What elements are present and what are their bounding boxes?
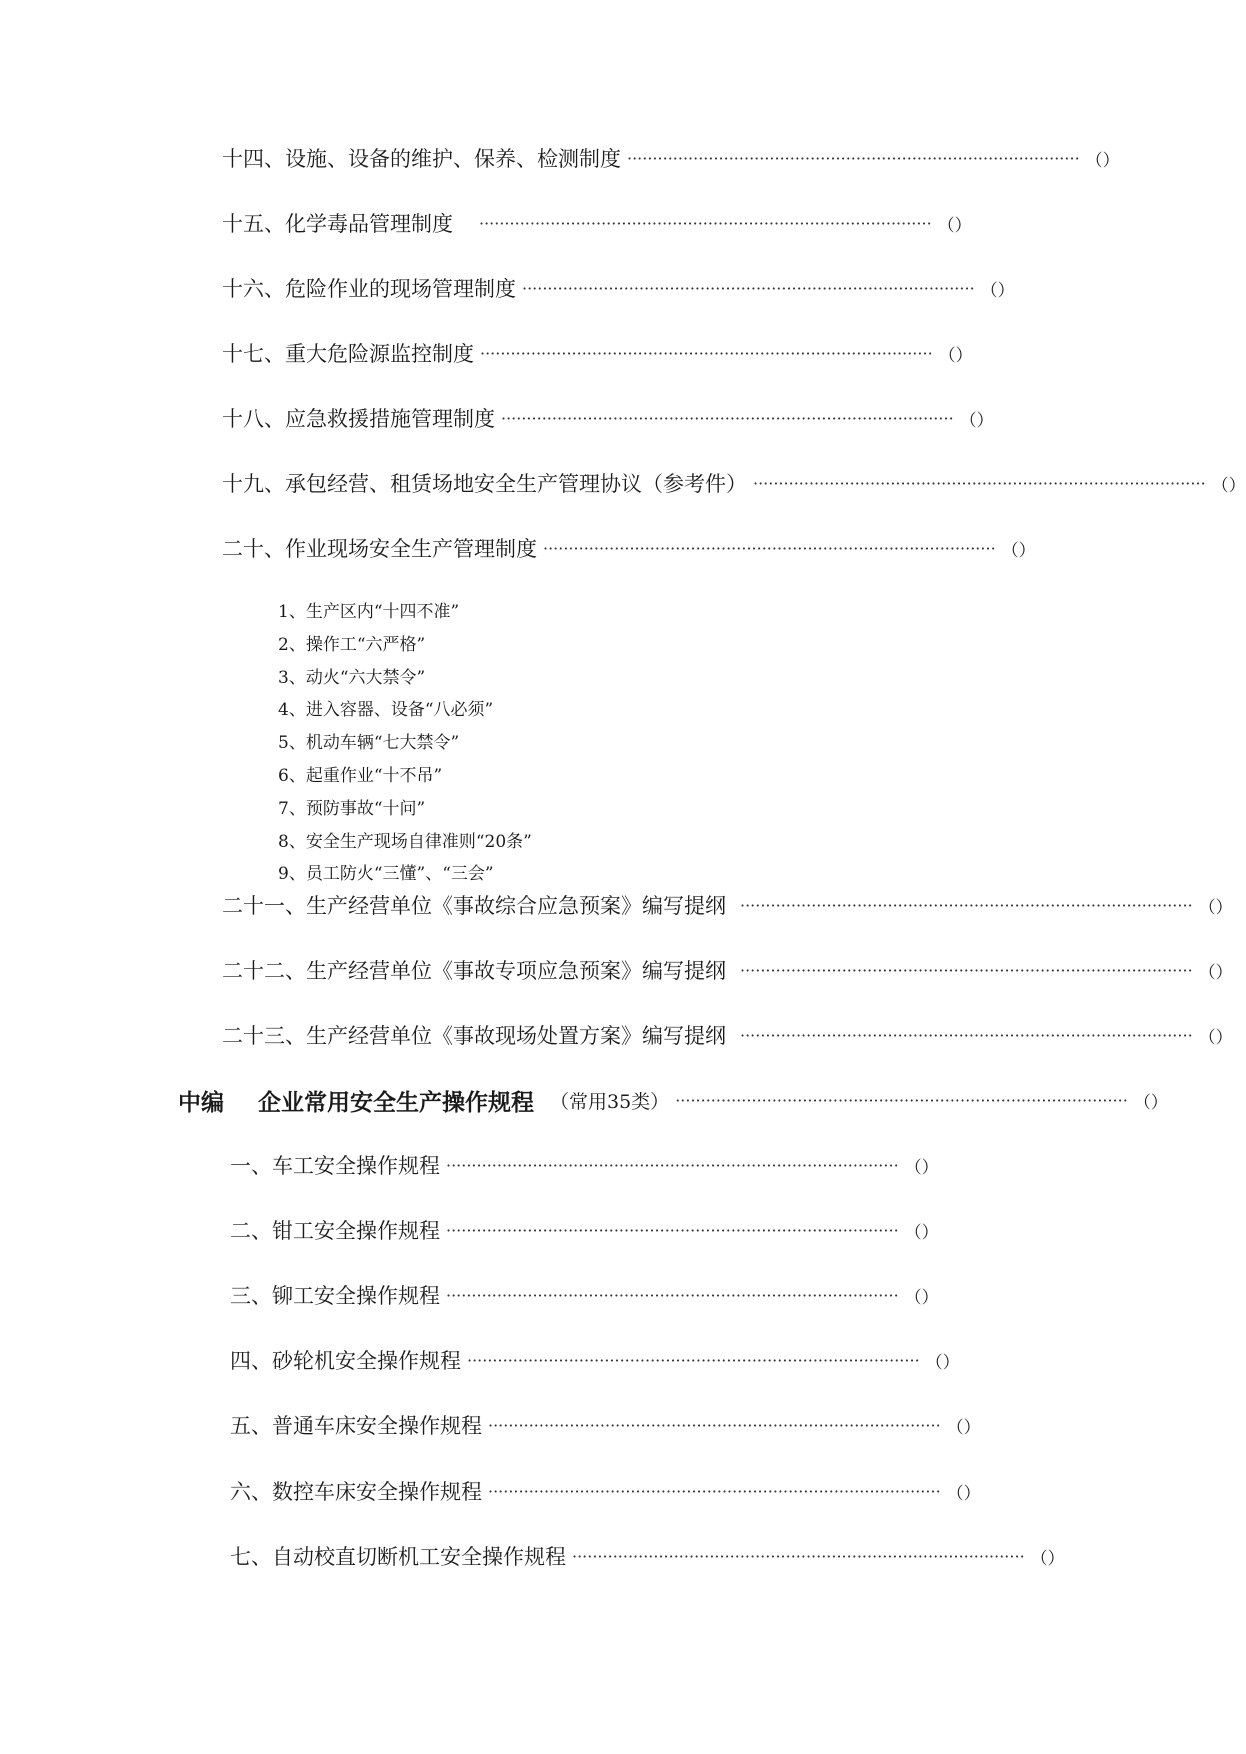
sub-item: 3、动火“六大禁令” (278, 667, 426, 688)
toc-entry[interactable] (222, 530, 1036, 566)
toc-entry-title: 十四、设施、设备的维护、保养、检测制度 (222, 147, 621, 171)
toc-entry[interactable] (222, 1017, 1233, 1053)
sub-item: 5、机动车辆“七大禁令” (278, 733, 460, 754)
dot-leader: ························································································· (501, 408, 954, 428)
toc-entry[interactable] (222, 465, 1246, 501)
toc-page-ref: （） (1085, 150, 1120, 171)
toc-page-ref: （） (1198, 897, 1233, 918)
toc-entry[interactable] (222, 140, 1120, 176)
toc-entry-title: 二十、作业现场安全生产管理制度 (222, 537, 537, 561)
toc-entry-title: 十九、承包经营、租赁场地安全生产管理协议（参考件） (222, 472, 747, 496)
sub-item: 2、操作工“六严格” (278, 634, 426, 655)
part-label: 中编 (178, 1089, 224, 1116)
toc-entry[interactable] (230, 1407, 981, 1443)
dot-leader: ························································································· (740, 960, 1193, 980)
toc-entry-title: 七、自动校直切断机工安全操作规程 (230, 1545, 566, 1569)
toc-page-ref: （） (946, 1417, 981, 1438)
toc-page-ref: （） (1001, 540, 1036, 561)
dot-leader: ························································································· (522, 278, 975, 298)
part-note: （常用35类） (550, 1090, 670, 1113)
dot-leader: ························································································· (467, 1350, 920, 1370)
toc-entry-title: 二十三、生产经营单位《事故现场处置方案》编写提纲 (222, 1024, 726, 1048)
toc-entry[interactable] (230, 1473, 981, 1509)
sub-item-list (278, 596, 532, 891)
part-heading[interactable] (178, 1080, 1168, 1120)
toc-entry[interactable] (222, 335, 973, 371)
toc-entry-title: 十六、危险作业的现场管理制度 (222, 277, 516, 301)
toc-page-ref: （） (946, 1483, 981, 1504)
toc-page-ref: （） (959, 410, 994, 431)
dot-leader: ························································································· (446, 1220, 899, 1240)
toc-entry[interactable] (222, 952, 1233, 988)
toc-entry-title: 一、车工安全操作规程 (230, 1154, 440, 1178)
dot-leader: ························································································· (543, 538, 996, 558)
toc-page-ref: （） (980, 280, 1015, 301)
dot-leader: ························································································· (675, 1090, 1128, 1110)
toc-entry-title: 六、数控车床安全操作规程 (230, 1480, 482, 1504)
dot-leader: ························································································· (488, 1481, 941, 1501)
toc-entry-title: 二十一、生产经营单位《事故综合应急预案》编写提纲 (222, 894, 726, 918)
toc-entry[interactable] (222, 205, 972, 241)
sub-item: 4、进入容器、设备“八必须” (278, 700, 494, 721)
toc-entry[interactable] (230, 1212, 939, 1248)
toc-entry[interactable] (222, 270, 1015, 306)
toc-page-ref: （） (938, 345, 973, 366)
toc-page-ref: （） (904, 1287, 939, 1308)
dot-leader: ························································································· (572, 1546, 1025, 1566)
toc-entry-title: 四、砂轮机安全操作规程 (230, 1349, 461, 1373)
dot-leader: ························································································· (488, 1415, 941, 1435)
dot-leader: ························································································· (446, 1285, 899, 1305)
toc-entry[interactable] (222, 887, 1233, 923)
toc-entry-title: 二十二、生产经营单位《事故专项应急预案》编写提纲 (222, 959, 726, 983)
toc-entry[interactable] (230, 1277, 939, 1313)
dot-leader: ························································································· (740, 1025, 1193, 1045)
sub-item: 6、起重作业“十不吊” (278, 765, 443, 786)
toc-page-ref: （） (1133, 1092, 1168, 1113)
toc-entry-title: 五、普通车床安全操作规程 (230, 1414, 482, 1438)
sub-item: 7、预防事故“十问” (278, 798, 426, 819)
toc-page-ref: （） (937, 215, 972, 236)
toc-page-ref: （） (1211, 475, 1246, 496)
toc-page-ref: （） (1198, 1027, 1233, 1048)
toc-entry[interactable] (222, 400, 994, 436)
sub-item: 9、员工防火“三懂”、“三会” (278, 864, 494, 885)
toc-entry[interactable] (230, 1538, 1065, 1574)
toc-page-ref: （） (925, 1352, 960, 1373)
toc-page-ref: （） (1198, 962, 1233, 983)
toc-entry[interactable] (230, 1147, 939, 1183)
toc-page-ref: （） (1030, 1548, 1065, 1569)
dot-leader: ························································································· (753, 473, 1206, 493)
toc-entry-title: 二、钳工安全操作规程 (230, 1219, 440, 1243)
dot-leader: ························································································· (480, 343, 933, 363)
sub-item: 8、安全生产现场自律准则“20条” (278, 831, 532, 852)
toc-entry-title: 十五、化学毒品管理制度 (222, 212, 453, 236)
sub-item: 1、生产区内“十四不准” (278, 602, 460, 622)
dot-leader: ························································································· (627, 148, 1080, 168)
part-title: 企业常用安全生产操作规程 (258, 1089, 534, 1116)
toc-entry-title: 三、铆工安全操作规程 (230, 1284, 440, 1308)
toc-entry[interactable] (230, 1342, 960, 1378)
dot-leader: ························································································· (479, 213, 932, 233)
dot-leader: ························································································· (740, 895, 1193, 915)
toc-page-ref: （） (904, 1157, 939, 1178)
toc-entry-title: 十八、应急救援措施管理制度 (222, 407, 495, 431)
dot-leader: ························································································· (446, 1155, 899, 1175)
toc-page-ref: （） (904, 1222, 939, 1243)
toc-entry-title: 十七、重大危险源监控制度 (222, 342, 474, 366)
